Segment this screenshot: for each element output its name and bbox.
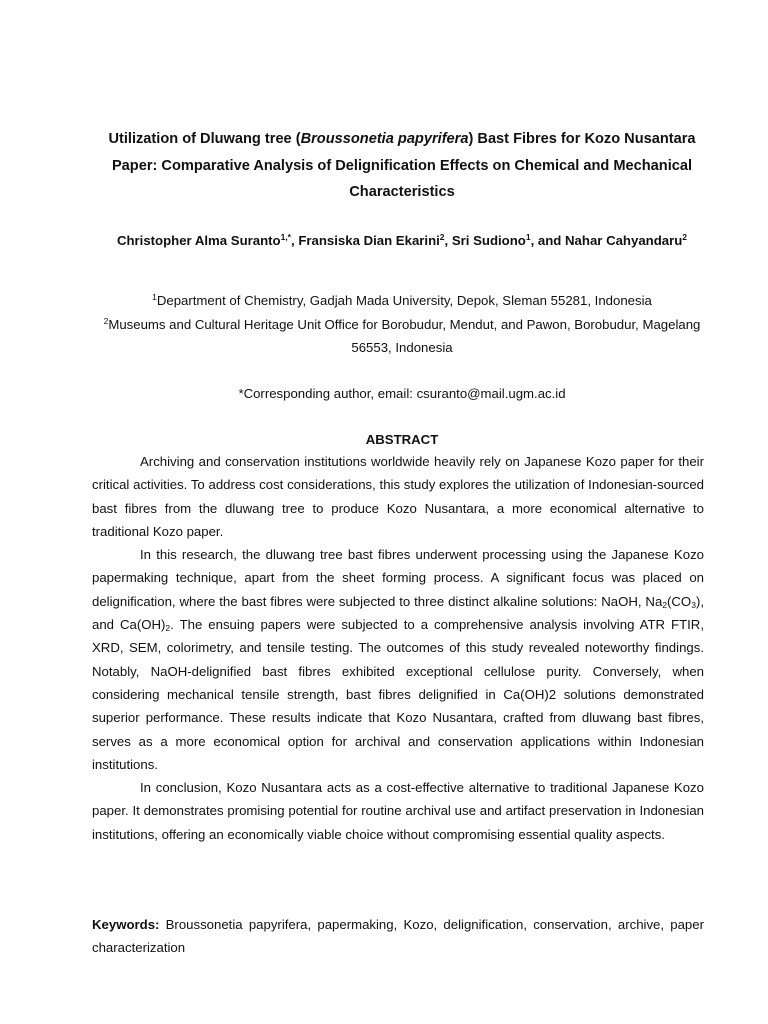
subscript: 2 [165, 623, 171, 634]
author-affiliation-mark: 1 [525, 232, 531, 242]
abstract-text: In this research, the dluwang tree bast fibres underwent processing using the Japanese Kozo papermaking technique, apart from the sheet forming process. A significant focus was placed on delignification, where the bast fibres were subjected to three distinct alkaline solutions: NaOH, Na [92, 547, 704, 609]
affiliation-text: Museums and Cultural Heritage Unit Office for Borobudur, Mendut, and Pawon, Borobudur, Magelang 56553, Indonesia [108, 316, 701, 355]
abstract-paragraph-2 [92, 543, 704, 776]
affiliation-text: Department of Chemistry, Gadjah Mada University, Depok, Sleman 55281, Indonesia [156, 293, 652, 308]
affiliation-number: 1 [152, 292, 157, 302]
author-affiliation-mark: 1,* [280, 232, 291, 242]
author-separator: , [444, 233, 452, 248]
corresponding-author: *Corresponding author, email: csuranto@mail.ugm.ac.id [238, 386, 566, 401]
abstract-body [92, 450, 704, 846]
keywords [92, 913, 704, 960]
author-affiliation-mark: 2 [439, 232, 445, 242]
title-part2: ) Bast Fibres for Kozo Nusantara Paper: Comparative Analysis of Delignification Effects on Chemical and Mechanical Characteristics [111, 131, 696, 200]
abstract-text: . The ensuing papers were subjected to a comprehensive analysis involving ATR FTIR, XRD, SEM, colorimetry, and tensile testing. The outcomes of this study revealed noteworthy findings. Notably, NaOH-delignified bast fibres exhibited exceptional cellulose purity. Conversely, when considering mechanical tensile strength, bast fibres delignified in Ca(OH)2 solutions demonstrated superior performance. These results indicate that Kozo Nusantara, crafted from dluwang bast fibres, serves as a more economical option for archival and conservation applications within Indonesian institutions. [92, 617, 704, 772]
author-separator: , and [530, 233, 566, 248]
abstract-text: (CO [667, 593, 692, 609]
affiliation-number: 2 [103, 315, 109, 326]
abstract-text: ), and Ca(OH) [92, 593, 704, 633]
author-separator: , [291, 233, 299, 248]
keywords-label: Keywords: [92, 917, 160, 932]
paper-title [92, 126, 712, 206]
affiliation-2 [92, 313, 712, 360]
author-name: Sri Sudiono [451, 233, 526, 248]
author-affiliation-mark: 2 [682, 232, 688, 242]
author-name: Nahar Cahyandaru [565, 233, 683, 248]
subscript: 2 [662, 599, 668, 610]
abstract-paragraph-1: Archiving and conservation institutions worldwide heavily rely on Japanese Kozo paper for their critical activities. To address cost considerations, this study explores the utilization of Indonesian-sourced bast fibres from the dluwang tree to produce Kozo Nusantara, a more economical alternative to traditional Kozo paper. [92, 454, 704, 539]
author-name: Christopher Alma Suranto [116, 233, 281, 248]
abstract-paragraph-3: In conclusion, Kozo Nusantara acts as a cost-effective alternative to traditional Japanese Kozo paper. It demonstrates promising potential for routine archival use and artifact preservation in Indonesian institutions, offering an economically viable choice without compromising essential quality aspects. [92, 780, 704, 842]
keywords-text: Broussonetia papyrifera, papermaking, Kozo, delignification, conservation, archive, paper characterization [92, 917, 704, 956]
affiliations [92, 289, 712, 360]
abstract-heading: ABSTRACT [365, 432, 439, 447]
title-part1: Utilization of Dluwang tree ( [108, 131, 301, 147]
author-name: Fransiska Dian Ekarini [298, 233, 440, 248]
title-species-italic: Broussonetia papyrifera [300, 131, 469, 147]
subscript: 3 [691, 599, 696, 610]
author-list [92, 229, 712, 252]
affiliation-1 [92, 289, 712, 313]
